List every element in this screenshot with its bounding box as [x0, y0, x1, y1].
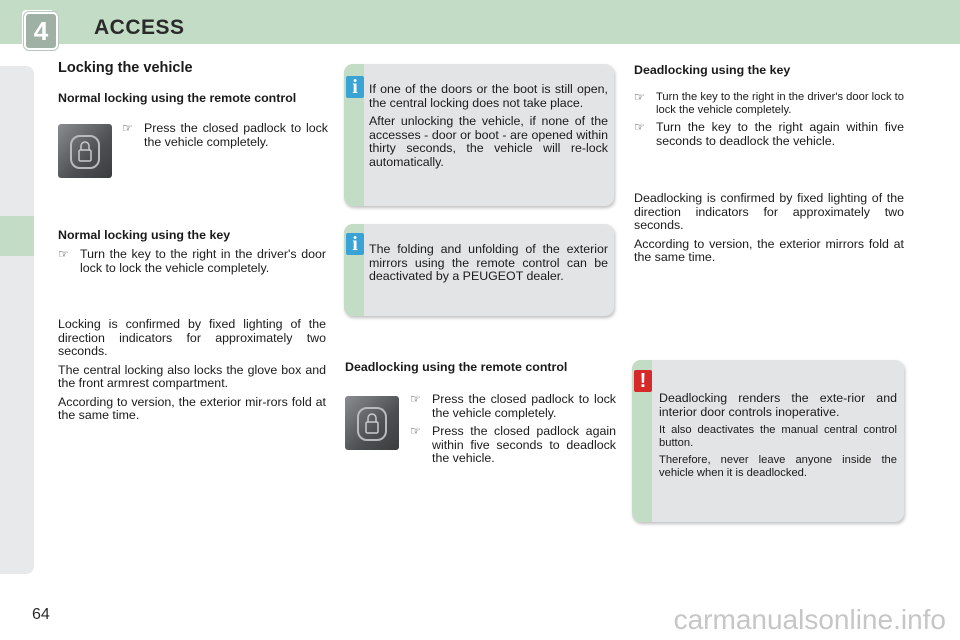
pointing-hand-icon: ☞	[58, 247, 69, 261]
remote-locking-text: Press the closed padlock to lock the vehicle completely.	[144, 121, 328, 149]
info-relock-p2: After unlocking the vehicle, if none of the accesses - door or boot - are opened within thirty seconds, the vehicle will re-lock automatically.	[369, 114, 608, 169]
info-box-mirrors	[344, 224, 614, 316]
warning-box-text	[659, 392, 897, 484]
deadlock-note-1: Deadlocking is confirmed by fixed lighting of the direction indicators for approximately two seconds.	[634, 191, 904, 232]
info-box-relock-text	[369, 83, 608, 174]
info-mirrors-p1: The folding and unfolding of the exterior mirrors using the remote control can be deactivated by a PEUGEOT dealer.	[369, 242, 608, 283]
locking-note-3: According to version, the exterior mir-rors fold at the same time.	[58, 394, 326, 422]
remote-locking-heading: Normal locking using the remote control	[58, 91, 297, 105]
pointing-hand-icon: ☞	[410, 424, 421, 438]
side-strip	[0, 66, 34, 574]
deadlock-key-heading: Deadlocking using the key	[634, 63, 791, 77]
key-locking-text: Turn the key to the right in the driver's door lock to lock the vehicle completely.	[80, 247, 326, 275]
deadlock-key-text-1: Turn the key to the right in the driver's door lock to lock the vehicle completely.	[656, 91, 904, 116]
deadlock-note-2: According to version, the exterior mirrors fold at the same time.	[634, 236, 904, 264]
side-tab-marker	[0, 216, 34, 256]
locking-note-2: The central locking also locks the glove box and the front armrest compartment.	[58, 362, 326, 390]
warning-box-deadlock	[632, 360, 904, 522]
info-icon: i	[346, 76, 364, 98]
info-box-relock	[344, 64, 614, 206]
remote-locking-section	[58, 91, 308, 105]
deadlock-remote-text-2: Press the closed padlock again within five seconds to deadlock the vehicle.	[432, 424, 616, 465]
deadlock-remote-bullets	[410, 393, 616, 471]
remote-locking-bullet	[122, 122, 328, 154]
info-icon: i	[346, 233, 364, 255]
page-number: 64	[32, 606, 50, 623]
deadlock-notes	[634, 192, 904, 270]
deadlock-key-section	[634, 63, 904, 153]
deadlock-remote-heading: Deadlocking using the remote control	[345, 360, 568, 374]
pointing-hand-icon: ☞	[634, 90, 645, 104]
info-box-mirrors-text	[369, 243, 608, 289]
pointing-hand-icon: ☞	[122, 121, 133, 135]
watermark: carmanualsonline.info	[673, 604, 946, 635]
locking-notes	[58, 318, 326, 428]
chapter-number: 4	[24, 12, 58, 50]
warning-p2: It also deactivates the manual central control button.	[659, 424, 897, 449]
page-title: ACCESS	[94, 16, 185, 39]
warning-p1: Deadlocking renders the exte-rior and interior door controls inoperative.	[659, 391, 897, 419]
deadlock-remote-section	[345, 360, 585, 374]
locking-note-1: Locking is confirmed by fixed lighting of the direction indicators for approximately two seconds.	[58, 317, 326, 358]
padlock-button-icon	[58, 124, 112, 178]
key-locking-heading: Normal locking using the key	[58, 228, 231, 242]
warning-icon: !	[634, 370, 652, 392]
deadlock-key-text-2: Turn the key to the right again within five seconds to deadlock the vehicle.	[656, 120, 904, 148]
deadlock-remote-text-1: Press the closed padlock to lock the vehicle completely.	[432, 392, 616, 420]
info-relock-p1: If one of the doors or the boot is still open, the central locking does not take place.	[369, 82, 608, 110]
left-column	[58, 62, 326, 76]
pointing-hand-icon: ☞	[634, 120, 645, 134]
padlock-button-icon	[345, 396, 399, 450]
section-title: Locking the vehicle	[58, 60, 193, 76]
key-locking-section	[58, 228, 326, 280]
warning-p3: Therefore, never leave anyone inside the vehicle when it is deadlocked.	[659, 454, 897, 479]
pointing-hand-icon: ☞	[410, 392, 421, 406]
